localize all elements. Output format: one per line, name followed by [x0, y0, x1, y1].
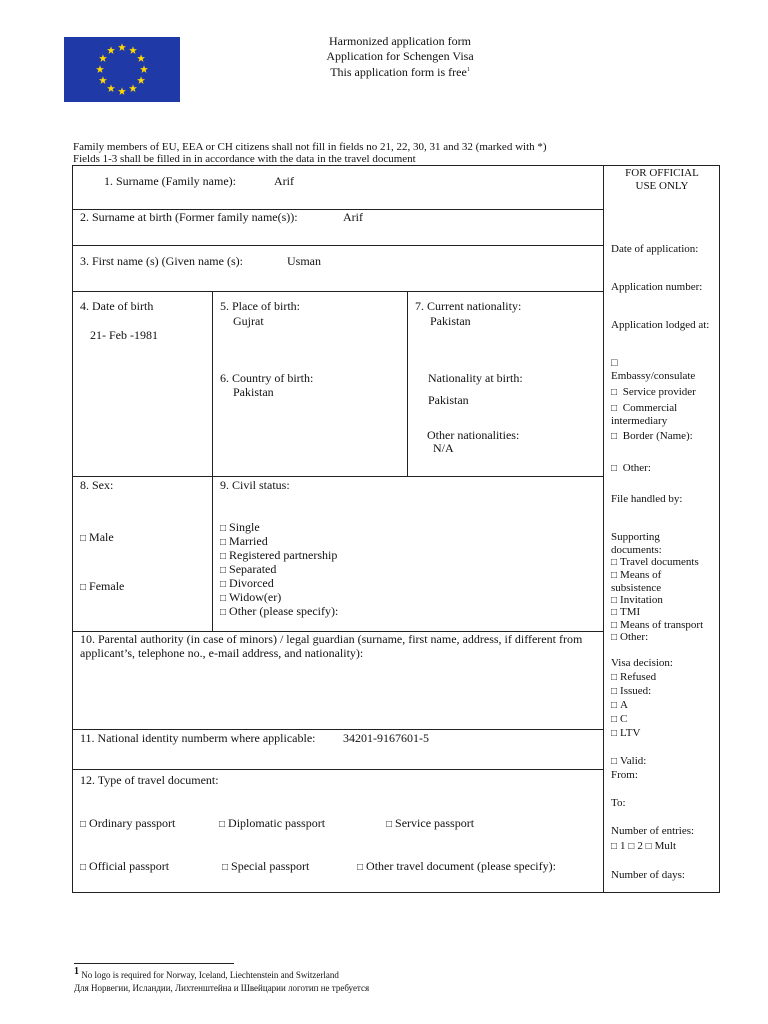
star-icon: [118, 43, 126, 51]
travel-document-label: 12. Type of travel document:: [80, 773, 219, 787]
visa-c-option[interactable]: □ C: [611, 713, 628, 725]
star-icon: [99, 76, 107, 84]
checkbox-icon[interactable]: □: [80, 582, 87, 593]
checkbox-icon: □: [611, 700, 618, 711]
file-handled-label: File handled by:: [611, 493, 683, 505]
country-of-birth-value[interactable]: Pakistan: [233, 385, 274, 399]
travel-documents-option[interactable]: □ Travel documents: [611, 556, 699, 568]
place-of-birth-value[interactable]: Gujrat: [233, 314, 264, 328]
civil-status-widower[interactable]: □ Widow(er): [220, 590, 282, 604]
checkbox-icon: □: [357, 862, 364, 873]
star-icon: [129, 84, 137, 92]
checkbox-icon: □: [611, 714, 618, 725]
checkbox-icon: □: [611, 632, 618, 643]
current-nationality-value[interactable]: Pakistan: [430, 314, 471, 328]
official-use-title: FOR OFFICIAL USE ONLY: [625, 167, 699, 192]
ordinary-passport-option[interactable]: □ Ordinary passport: [80, 816, 176, 830]
first-name-value[interactable]: Usman: [287, 254, 321, 268]
checkbox-icon: □: [611, 595, 618, 606]
checkbox-icon: □: [611, 463, 618, 474]
star-icon: [118, 87, 126, 95]
means-of-subsistence-option[interactable]: □ Means of subsistence: [611, 569, 662, 594]
star-icon: [99, 54, 107, 62]
checkbox-icon: □: [611, 756, 618, 767]
civil-status-other[interactable]: □ Other (please specify):: [220, 604, 339, 618]
checkbox-icon: □: [611, 620, 618, 631]
national-id-value[interactable]: 34201-9167601-5: [343, 731, 429, 745]
parental-authority-label: 10. Parental authority (in case of minors) / legal guardian (surname, first name, address, if different from applicant’s, telephone no., e-mail address, and nationality):: [80, 632, 583, 660]
header-subtitle: Application for Schengen Visa: [326, 48, 474, 63]
invitation-option[interactable]: □ Invitation: [611, 594, 663, 606]
checkbox-icon: □: [220, 565, 227, 576]
surname-at-birth-value[interactable]: Arif: [343, 210, 363, 224]
surname-label: 1. Surname (Family name):: [104, 174, 236, 188]
place-of-birth-label: 5. Place of birth:: [220, 299, 300, 313]
checkbox-icon: □: [611, 672, 618, 683]
star-icon: [107, 84, 115, 92]
country-of-birth-label: 6. Country of birth:: [220, 371, 314, 385]
star-icon: [96, 65, 104, 73]
first-name-label: 3. First name (s) (Given name (s):: [80, 254, 243, 268]
supporting-documents-label: Supporting documents:: [611, 531, 662, 556]
application-lodged-label: Application lodged at:: [611, 319, 710, 331]
checkbox-icon: □: [611, 607, 618, 618]
header-free-note: This application form is free$^1$: [330, 65, 470, 79]
checkbox-icon: □: [220, 579, 227, 590]
civil-status-single[interactable]: □ Single: [220, 520, 260, 534]
date-of-birth-label: 4. Date of birth: [80, 299, 154, 313]
checkbox-icon: □: [80, 819, 87, 830]
refused-option[interactable]: □ Refused: [611, 671, 657, 683]
header-title: Harmonized application form: [329, 34, 471, 48]
other-travel-document-option[interactable]: □ Other travel document (please specify):: [357, 859, 556, 873]
valid-to-label: To:: [611, 797, 626, 809]
checkbox-icon: □: [220, 523, 227, 534]
form-header: [250, 34, 550, 80]
checkbox-icon: □: [386, 819, 393, 830]
footnote-line-2: Для Норвегии, Исландии, Лихтенштейна и Швейцарии логотип не требуется: [74, 983, 370, 993]
visa-a-option[interactable]: □ A: [611, 699, 628, 711]
eu-flag-stars: [64, 37, 180, 102]
civil-status-separated[interactable]: □ Separated: [220, 562, 277, 576]
checkbox-icon: □: [220, 537, 227, 548]
sex-female-option[interactable]: □ Female: [80, 579, 125, 593]
civil-status-label: 9. Civil status:: [220, 478, 290, 492]
nationality-at-birth-label: Nationality at birth:: [428, 371, 523, 385]
checkbox-icon: □: [645, 841, 652, 852]
tmi-option[interactable]: □ TMI: [611, 606, 641, 618]
date-of-birth-value[interactable]: 21- Feb -1981: [90, 328, 158, 342]
other-nationalities-value[interactable]: N/A: [433, 441, 454, 455]
civil-status-married[interactable]: □ Married: [220, 534, 268, 548]
checkbox-icon: □: [80, 862, 87, 873]
checkbox-icon: □: [611, 431, 618, 442]
checkbox-icon: □: [611, 570, 618, 581]
number-of-entries-label: Number of entries:: [611, 825, 695, 837]
embassy-consulate-label: Embassy/consulate: [611, 370, 696, 382]
checkbox-icon[interactable]: □: [80, 533, 87, 544]
checkbox-icon: □: [611, 686, 618, 697]
means-of-transport-option[interactable]: □ Means of transport: [611, 619, 704, 631]
civil-status-registered-partnership[interactable]: □ Registered partnership: [220, 548, 338, 562]
official-passport-option[interactable]: □ Official passport: [80, 859, 170, 873]
other-documents-option[interactable]: □ Other:: [611, 631, 649, 643]
service-passport-option[interactable]: □ Service passport: [386, 816, 475, 830]
checkbox-icon: □: [611, 387, 618, 398]
other-lodged-option[interactable]: □ Other:: [611, 462, 651, 474]
checkbox-icon: □: [220, 551, 227, 562]
diplomatic-passport-option[interactable]: □ Diplomatic passport: [219, 816, 326, 830]
footnote-separator: [74, 963, 234, 964]
valid-option[interactable]: □ Valid:: [611, 755, 647, 767]
number-of-days-label: Number of days:: [611, 869, 685, 881]
surname-value[interactable]: Arif: [274, 174, 294, 188]
star-icon: [107, 46, 115, 54]
embassy-checkbox-icon[interactable]: □: [611, 357, 618, 369]
checkbox-icon: □: [220, 593, 227, 604]
valid-from-label: From:: [611, 769, 638, 781]
star-icon: [137, 76, 145, 84]
family-members-note: Family members of EU, EEA or CH citizens shall not fill in fields no 21, 22, 30, 31 and 32 (marked with *): [73, 141, 547, 153]
commercial-intermediary-option[interactable]: □ Commercial intermediary: [611, 402, 678, 427]
application-number-label: Application number:: [611, 281, 703, 293]
national-id-label: 11. National identity numberm where applicable:: [80, 731, 316, 745]
star-icon: [129, 46, 137, 54]
checkbox-icon: □: [611, 728, 618, 739]
checkbox-icon: □: [611, 403, 618, 414]
ltv-option[interactable]: □ LTV: [611, 727, 641, 739]
service-provider-option[interactable]: □ Service provider: [611, 386, 696, 398]
civil-status-divorced[interactable]: □ Divorced: [220, 576, 274, 590]
checkbox-icon: □: [611, 841, 618, 852]
star-icon: [140, 65, 148, 73]
fields-note: Fields 1-3 shall be filled in in accordance with the data in the travel document: [73, 153, 416, 165]
checkbox-icon: □: [611, 557, 618, 568]
checkbox-icon: □: [628, 841, 635, 852]
visa-decision-label: Visa decision:: [611, 657, 673, 669]
checkbox-icon: □: [222, 862, 229, 873]
checkbox-icon: □: [220, 607, 227, 618]
eu-flag-logo: [64, 37, 180, 102]
surname-at-birth-label: 2. Surname at birth (Former family name(s)):: [80, 210, 298, 224]
issued-option[interactable]: □ Issued:: [611, 685, 652, 697]
current-nationality-label: 7. Current nationality:: [415, 299, 522, 313]
footnote-line-1: $^1$ No logo is required for Norway, Iceland, Liechtenstein and Switzerland: [74, 966, 339, 980]
border-option[interactable]: □ Border (Name):: [611, 430, 693, 442]
star-icon: [137, 54, 145, 62]
nationality-at-birth-value[interactable]: Pakistan: [428, 393, 469, 407]
checkbox-icon: □: [219, 819, 226, 830]
other-nationalities-label: Other nationalities:: [427, 428, 520, 442]
date-of-application-label: Date of application:: [611, 243, 699, 255]
special-passport-option[interactable]: □ Special passport: [222, 859, 310, 873]
entries-options[interactable]: □ 1 □ 2 □ Mult: [611, 840, 677, 852]
sex-male-option[interactable]: □ Male: [80, 530, 114, 544]
sex-label: 8. Sex:: [80, 478, 114, 492]
